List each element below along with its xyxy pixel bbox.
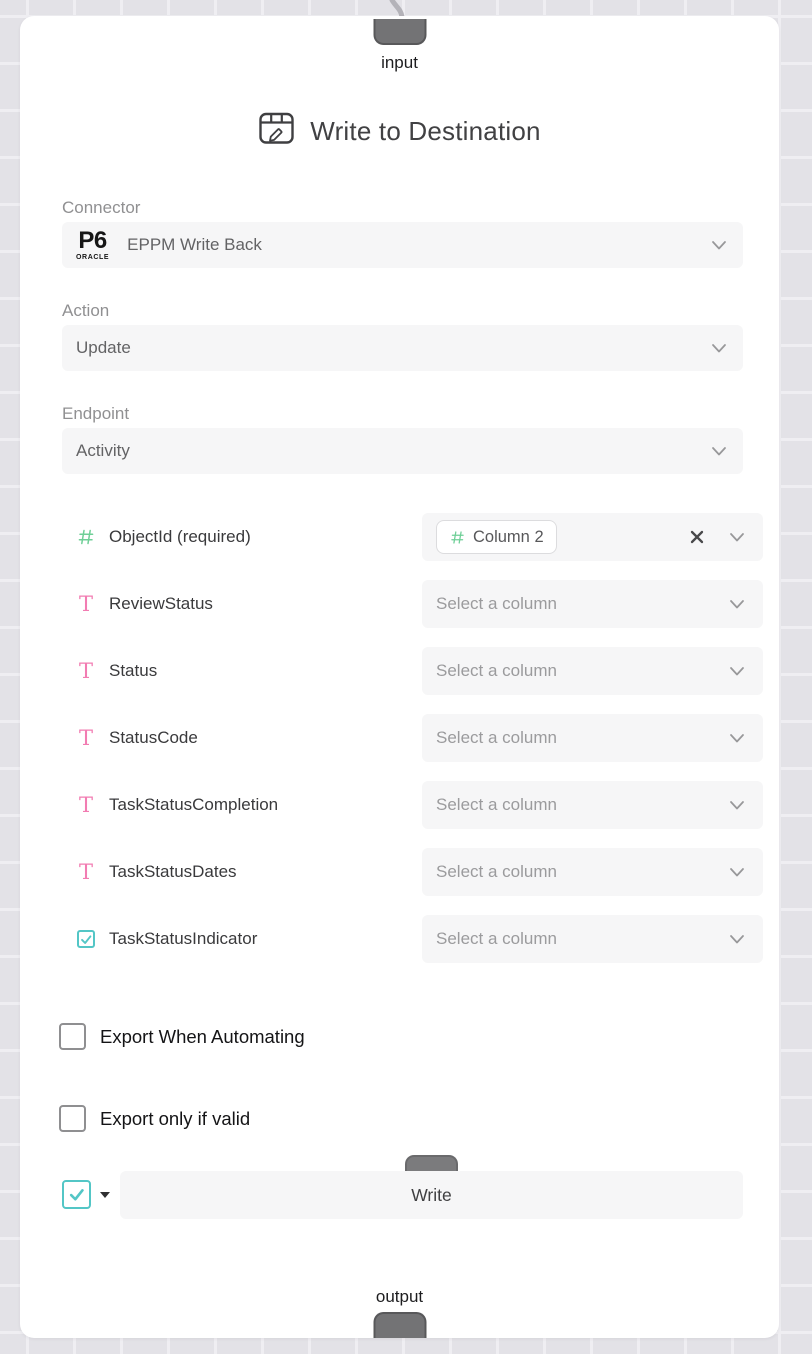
field-column-select[interactable] — [422, 848, 763, 896]
write-to-destination-node[interactable] — [20, 16, 779, 1338]
chevron-down-icon — [727, 929, 747, 949]
connector-select[interactable] — [62, 222, 743, 268]
option-label: Export only if valid — [100, 1107, 251, 1129]
field-row — [75, 647, 763, 695]
node-header — [20, 110, 779, 152]
write-mode-caret-icon[interactable] — [100, 1192, 110, 1198]
select-placeholder: Select a column — [436, 862, 557, 881]
action-label: Action — [62, 301, 110, 320]
p6-oracle-logo: P6 ORACLE — [76, 227, 110, 261]
text-type-icon: T — [78, 591, 93, 616]
select-placeholder: Select a column — [436, 929, 557, 948]
chevron-down-icon — [727, 594, 747, 614]
field-column-select[interactable] — [422, 714, 763, 762]
write-mode-checkbox[interactable] — [62, 1180, 91, 1209]
text-type-icon: T — [78, 725, 93, 750]
connector-value: EPPM Write Back — [127, 235, 262, 254]
select-placeholder: Select a column — [436, 728, 557, 747]
field-name: Status — [109, 661, 158, 680]
field-name: TaskStatusDates — [109, 862, 237, 881]
field-row — [75, 915, 763, 963]
chevron-down-icon — [727, 661, 747, 681]
field-column-select[interactable] — [422, 647, 763, 695]
action-value: Update — [76, 338, 131, 357]
field-name: TaskStatusCompletion — [109, 795, 279, 814]
export-when-automating-option — [59, 1023, 305, 1050]
text-type-icon: T — [78, 658, 93, 683]
export-when-automating-checkbox[interactable] — [59, 1023, 86, 1050]
chip-label: Column 2 — [473, 527, 544, 546]
number-type-icon — [75, 527, 97, 547]
field-column-select[interactable] — [422, 781, 763, 829]
select-placeholder: Select a column — [436, 594, 557, 613]
field-column-select[interactable] — [422, 513, 763, 561]
node-title: Write to Destination — [310, 115, 541, 146]
field-row — [75, 580, 763, 628]
chevron-down-icon — [727, 527, 747, 547]
field-row — [75, 781, 763, 829]
chevron-down-icon — [727, 728, 747, 748]
chevron-down-icon — [727, 862, 747, 882]
field-row — [75, 513, 763, 561]
endpoint-select[interactable] — [62, 428, 743, 474]
field-name: StatusCode — [109, 728, 198, 747]
endpoint-value: Activity — [76, 441, 130, 460]
select-placeholder: Select a column — [436, 661, 557, 680]
export-only-if-valid-checkbox[interactable] — [59, 1105, 86, 1132]
chevron-down-icon — [709, 338, 729, 358]
connector-label: Connector — [62, 198, 141, 217]
field-row — [75, 714, 763, 762]
select-placeholder: Select a column — [436, 795, 557, 814]
field-name: TaskStatusIndicator — [109, 929, 258, 948]
chevron-down-icon — [709, 235, 729, 255]
output-port-label: output — [375, 1287, 424, 1306]
clear-selection-icon[interactable] — [687, 527, 707, 547]
check-icon — [67, 1185, 86, 1204]
input-port-label: input — [381, 53, 418, 72]
field-column-select[interactable] — [422, 915, 763, 963]
write-destination-icon — [258, 111, 295, 151]
endpoint-label: Endpoint — [62, 404, 130, 423]
field-name: ObjectId (required) — [109, 527, 251, 546]
text-type-icon: T — [78, 859, 93, 884]
chevron-down-icon — [727, 795, 747, 815]
action-select[interactable] — [62, 325, 743, 371]
field-name: ReviewStatus — [109, 594, 213, 613]
number-type-icon — [449, 529, 466, 546]
field-column-select[interactable] — [422, 580, 763, 628]
text-type-icon: T — [78, 792, 93, 817]
field-row — [75, 848, 763, 896]
input-port[interactable] — [373, 19, 426, 45]
export-only-if-valid-option — [59, 1105, 250, 1132]
boolean-type-icon — [75, 930, 97, 948]
option-label: Export When Automating — [100, 1025, 305, 1047]
write-button[interactable]: Write — [120, 1171, 743, 1219]
output-port[interactable] — [373, 1312, 426, 1338]
selected-column-chip[interactable] — [436, 520, 557, 554]
chevron-down-icon — [709, 441, 729, 461]
